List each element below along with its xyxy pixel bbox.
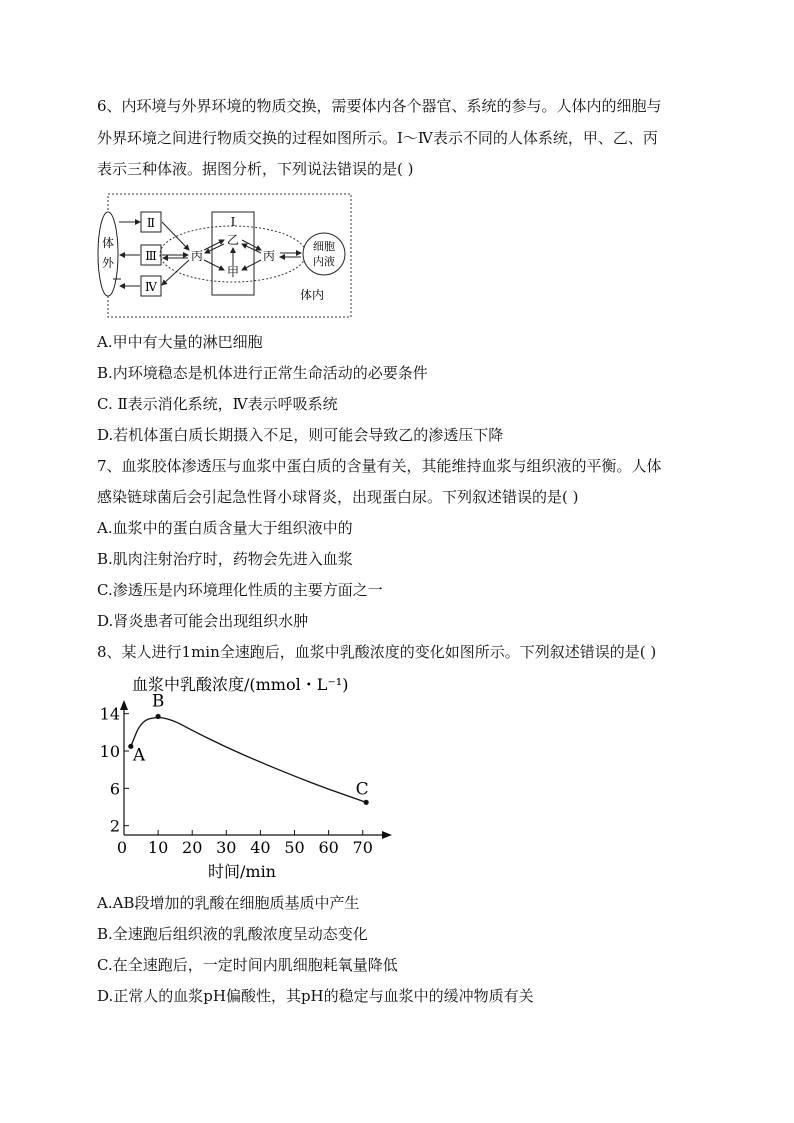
- fluid-bing-right: 丙: [262, 249, 276, 263]
- q6-stem-line-3: 表示三种体液。据图分析，下列说法错误的是( ): [97, 160, 414, 178]
- x-tick-label: 0: [116, 838, 128, 857]
- q8-option-b: B.全速跑后组织液的乳酸浓度呈动态变化: [97, 925, 368, 943]
- point-label-B: B: [151, 691, 165, 712]
- x-tick-label: 60: [318, 838, 339, 857]
- q6-option-b: B.内环境稳态是机体进行正常生命活动的必要条件: [97, 364, 428, 382]
- q8-option-a: A.AB段增加的乳酸在细胞质基质中产生: [97, 894, 360, 912]
- q6-option-d: D.若机体蛋白质长期摄入不足，则可能会导致乙的渗透压下降: [97, 426, 504, 444]
- q6-stem-line-2: 外界环境之间进行物质交换的过程如图所示。Ⅰ～Ⅳ表示不同的人体系统，甲、乙、丙: [97, 129, 658, 147]
- x-tick-label: 40: [250, 838, 271, 857]
- fluid-yi: 乙: [226, 233, 240, 247]
- x-axis-arrow: [382, 831, 392, 839]
- outside-label-2: 外: [101, 256, 115, 270]
- point-B: [156, 714, 161, 719]
- q7-stem-line-2: 感染链球菌后会引起急性肾小球肾炎，出现蛋白尿。下列叙述错误的是( ): [97, 488, 579, 506]
- q6-stem-line-1: 6、内环境与外界环境的物质交换，需要体内各个器官、系统的参与。人体内的细胞与: [97, 97, 662, 115]
- y-tick-label: 2: [109, 816, 120, 836]
- chart-xlabel: 时间/min: [208, 862, 276, 881]
- system-label-III: Ⅲ: [145, 249, 157, 263]
- fluid-bing-left: 丙: [190, 249, 204, 263]
- x-tick-label: 20: [182, 838, 203, 857]
- outside-ellipse: [98, 212, 118, 296]
- series-line: [131, 718, 366, 803]
- point-label-C: C: [355, 779, 369, 800]
- x-tick-label: 50: [284, 838, 305, 857]
- y-tick-label: 6: [109, 779, 120, 799]
- q7-option-c: C.渗透压是内环境理化性质的主要方面之一: [97, 581, 383, 599]
- outside-label-1: 体: [101, 236, 115, 250]
- lactate-chart: [100, 670, 400, 885]
- point-C: [364, 800, 369, 805]
- q7-option-a: A.血浆中的蛋白质含量大于组织液中的: [97, 519, 353, 537]
- y-tick-label: 10: [100, 742, 120, 761]
- fluid-jia: 甲: [226, 265, 240, 279]
- point-label-A: A: [132, 745, 146, 766]
- q8-stem-line-1: 8、某人进行1min全速跑后，血浆中乳酸浓度的变化如图所示。下列叙述错误的是( ): [97, 643, 657, 661]
- q8-option-d: D.正常人的血浆pH偏酸性，其pH的稳定与血浆中的缓冲物质有关: [97, 987, 534, 1005]
- system-label-IV: Ⅳ: [145, 280, 157, 294]
- y-axis-arrow: [120, 700, 128, 710]
- inside-label: 体内: [299, 288, 325, 302]
- q8-option-c: C.在全速跑后，一定时间内肌细胞耗氧量降低: [97, 956, 398, 974]
- body-fluid-diagram: [96, 190, 356, 322]
- system-label-II: Ⅱ: [146, 216, 156, 230]
- q7-option-d: D.肾炎患者可能会出现组织水肿: [97, 612, 309, 630]
- cell-label-2: 内液: [313, 255, 335, 268]
- q6-option-c: C. Ⅱ表示消化系统，Ⅳ表示呼吸系统: [97, 395, 338, 413]
- x-tick-label: 30: [216, 838, 237, 857]
- y-tick-label: 14: [100, 704, 120, 724]
- x-tick-label: 70: [352, 838, 373, 857]
- cell-label-1: 细胞: [313, 240, 335, 253]
- system-label-I: Ⅰ: [230, 215, 236, 229]
- q6-option-a: A.甲中有大量的淋巴细胞: [97, 333, 263, 351]
- q7-option-b: B.肌肉注射治疗时，药物会先进入血浆: [97, 550, 353, 568]
- q7-stem-line-1: 7、血浆胶体渗透压与血浆中蛋白质的含量有关，其能维持血浆与组织液的平衡。人体: [97, 457, 662, 475]
- x-tick-label: 10: [147, 838, 169, 857]
- chart-ylabel: 血浆中乳酸浓度/(mmol・L⁻¹): [132, 675, 349, 694]
